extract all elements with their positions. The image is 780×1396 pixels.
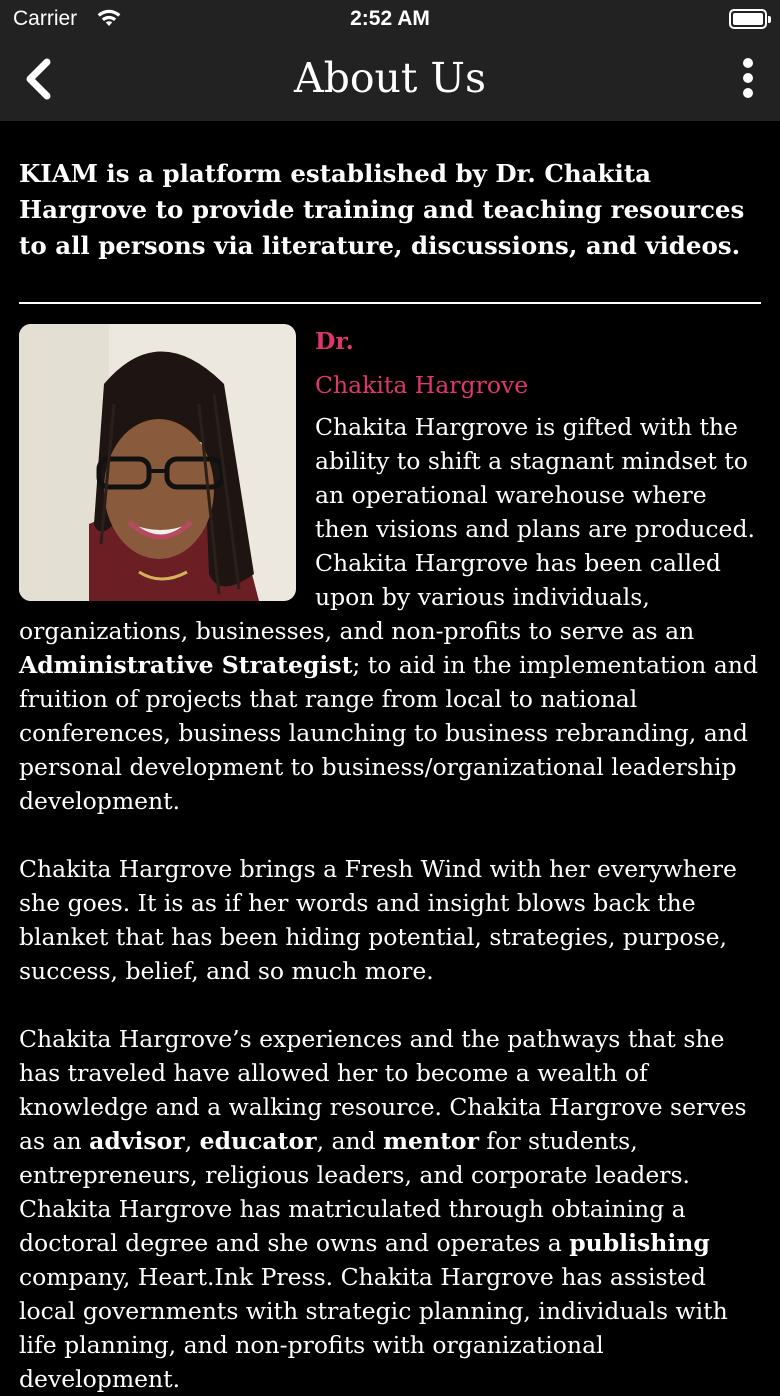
bio-p3-bold-publishing: publishing <box>569 1229 710 1257</box>
biography <box>19 324 761 1396</box>
bio-p1-bold: Administrative Strategist <box>19 651 353 679</box>
bio-paragraph-3 <box>19 1022 761 1396</box>
profile-photo <box>19 324 296 601</box>
battery-icon <box>729 9 767 29</box>
navigation-bar <box>0 40 780 121</box>
bio-p3-bold-mentor: mentor <box>383 1127 479 1155</box>
bio-p3-text-2: for students, entrepreneurs, religious leaders, and corporate leaders. Chakita Hargrove has matriculated through obtaining a doctoral degree and she owns and operates a <box>19 1127 690 1257</box>
bio-p3-bold-advisor: advisor <box>89 1127 185 1155</box>
profile-name: Chakita Hargrove <box>315 371 529 399</box>
intro-text: KIAM is a platform established by Dr. Chakita Hargrove to provide training and teaching resources to all persons via literature, discussions, and videos. <box>19 159 745 260</box>
page-title: About Us <box>293 54 487 102</box>
status-bar <box>0 0 780 40</box>
carrier-label: Carrier <box>13 7 78 30</box>
bio-p3-sep: , <box>184 1127 200 1155</box>
bio-p3-text-3: company, Heart.Ink Press. Chakita Hargrove has assisted local governments with strategic planning, individuals with life planning, and non-profits with organizational development. <box>19 1263 728 1393</box>
bio-p1-text-2: ; to aid in the implementation and fruition of projects that range from local to national conferences, business launching to business rebranding, and personal development to business/organizational leadership development. <box>19 651 758 815</box>
bio-p3-bold-educator: educator <box>199 1127 317 1155</box>
bio-p1-text: Chakita Hargrove is gifted with the ability to shift a stagnant mindset to an operational warehouse where then visions and plans are produced. Chakita Hargrove has been called upon by various individuals, organizations, businesses, and non-profits to serve as an <box>19 413 755 645</box>
more-vertical-icon-dot <box>743 73 753 83</box>
more-vertical-icon-dot <box>743 88 753 98</box>
divider <box>19 302 761 304</box>
bio-p3-sep-2: , and <box>316 1127 384 1155</box>
status-time: 2:52 AM <box>350 7 430 30</box>
profile-title: Dr. <box>315 327 354 355</box>
bio-paragraph-2: Chakita Hargrove brings a Fresh Wind with her everywhere she goes. It is as if her words and insight blows back the blanket that has been hiding potential, strategies, purpose, success, belief, and so much more. <box>19 855 737 985</box>
bio-p3-text: Chakita Hargrove’s experiences and the pathways that she has traveled have allowed her to become a wealth of knowledge and a walking resource. Chakita Hargrove serves as an <box>19 1025 747 1155</box>
more-vertical-icon <box>743 58 753 68</box>
more-options-button[interactable] <box>738 58 758 98</box>
